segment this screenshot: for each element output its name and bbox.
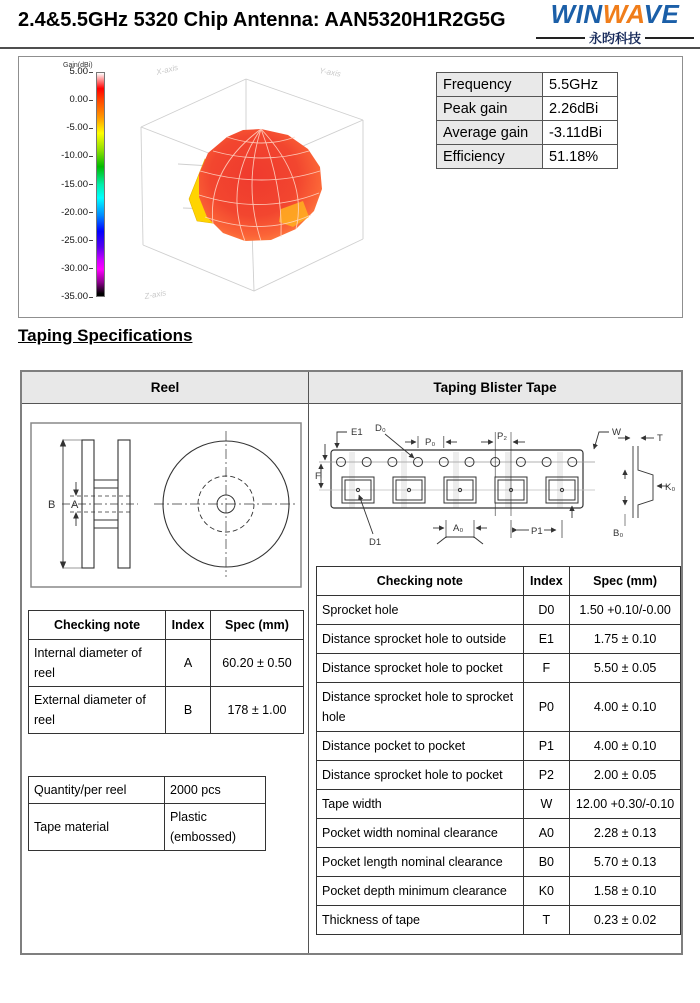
colorbar-gradient [96,72,105,297]
header-divider [0,47,700,49]
table-cell: 2.00 ± 0.05 [570,761,681,790]
taping-specifications-table [20,370,683,955]
table-cell: Pocket depth minimum clearance [317,877,524,906]
summary-table [436,72,618,169]
table-cell: 5.70 ± 0.13 [570,848,681,877]
table-cell: 1.75 ± 0.10 [570,625,681,654]
tick-label: -30.00 [61,263,93,275]
table-row [317,732,681,761]
table-row [437,73,618,97]
tape-drawing [313,418,681,552]
table-cell: B0 [523,848,570,877]
table-cell: 1.50 +0.10/-0.00 [570,596,681,625]
dim-k0-label: K₀ [665,482,676,493]
table-row [317,683,681,732]
column-header: Checking note [29,611,166,640]
table-cell: P1 [523,732,570,761]
z-axis-label: Z-axis [143,288,167,301]
table-row [437,97,618,121]
table-row [317,625,681,654]
y-axis-label: Y-axis [318,66,342,79]
radiation-3d-plot [123,59,433,317]
table-row [317,848,681,877]
table-cell: E1 [523,625,570,654]
blister-column-header: Taping Blister Tape [433,380,557,395]
tick-label: -20.00 [61,207,93,219]
table-header-row [29,611,304,640]
table-row [317,761,681,790]
table-cell: 2000 pcs [165,777,266,804]
table-cell: 178 ± 1.00 [211,687,304,734]
dim-e1-label: E1 [351,427,363,438]
table-row [437,121,618,145]
table-cell: T [523,906,570,935]
table-cell: Peak gain [437,97,543,121]
table-cell: 0.23 ± 0.02 [570,906,681,935]
table-cell: 60.20 ± 0.50 [211,640,304,687]
dim-d0-label: D₀ [375,423,386,434]
tick-label: -15.00 [61,179,93,191]
table-row [29,777,266,804]
table-cell: Quantity/per reel [29,777,165,804]
tick-label: 0.00 [70,94,94,106]
tick-label: -25.00 [61,235,93,247]
table-cell: B [166,687,211,734]
table-row [29,687,304,734]
table-cell: F [523,654,570,683]
table-cell: 5.50 ± 0.05 [570,654,681,683]
table-cell: 12.00 +0.30/-0.10 [570,790,681,819]
table-cell: Distance sprocket hole to pocket [317,654,524,683]
table-row [317,877,681,906]
column-header: Index [523,567,570,596]
radiation-pattern-panel [18,56,683,318]
dim-p0-label: P₀ [425,437,436,448]
logo-part-wa: WA [602,0,644,29]
table-row [29,640,304,687]
table-cell: Pocket width nominal clearance [317,819,524,848]
dim-a0-label: A₀ [453,523,464,534]
column-header: Spec (mm) [570,567,681,596]
reel-cell [22,404,309,953]
table-cell: Sprocket hole [317,596,524,625]
logo-part-ve: VE [643,0,680,29]
table-cell: 51.18% [543,145,618,169]
dim-f-label: F [315,471,321,482]
table-cell: D0 [523,596,570,625]
dim-p1-label: P1 [531,526,543,537]
logo-wordmark [536,1,694,27]
logo-subtitle: 永昀科技 [536,28,694,47]
blister-tape-cell [309,404,681,953]
dim-d1-label: D1 [369,537,382,548]
reel-info-table [28,776,266,851]
table-cell: Internal diameter of reel [29,640,166,687]
table-cell: Efficiency [437,145,543,169]
table-cell: Tape width [317,790,524,819]
table-cell: 5.5GHz [543,73,618,97]
table-cell: External diameter of reel [29,687,166,734]
table-cell: Distance pocket to pocket [317,732,524,761]
table-cell: Plastic (embossed) [165,804,266,851]
table-cell: 4.00 ± 0.10 [570,732,681,761]
x-axis-label: X-axis [155,62,180,77]
table-cell: A [166,640,211,687]
blister-spec-table [316,566,681,935]
table-row [437,145,618,169]
table-row [317,790,681,819]
table-row [317,596,681,625]
table-cell: -3.11dBi [543,121,618,145]
dim-b0-label: B₀ [613,528,624,539]
table-cell: Distance sprocket hole to outside [317,625,524,654]
table-cell: Average gain [437,121,543,145]
table-cell: Pocket length nominal clearance [317,848,524,877]
taping-table-header [22,372,681,404]
tick-label: -35.00 [61,291,93,303]
column-header: Index [166,611,211,640]
table-cell: K0 [523,877,570,906]
dim-p2-label: P₂ [497,431,508,442]
reel-dim-a-label: A [71,499,79,511]
reel-spec-table [28,610,304,734]
reel-dim-b-label: B [48,499,56,511]
table-cell: Frequency [437,73,543,97]
table-header-row [317,567,681,596]
table-cell: A0 [523,819,570,848]
reel-column-header: Reel [22,372,309,403]
table-cell: 2.26dBi [543,97,618,121]
table-cell: Tape material [29,804,165,851]
column-header: Checking note [317,567,524,596]
table-row [317,906,681,935]
logo-part-win: WIN [550,0,603,29]
colorbar-tick-labels [21,66,93,303]
page-title: 2.4&5.5GHz 5320 Chip Antenna: AAN5320H1R2G5G [18,9,506,31]
table-cell: Thickness of tape [317,906,524,935]
tick-label: 5.00 [70,66,94,78]
table-cell: W [523,790,570,819]
tick-label: -10.00 [61,150,93,162]
reel-drawing [30,422,302,588]
dim-w-label: W [612,427,621,438]
table-row [317,654,681,683]
winwave-logo [536,1,694,47]
section-title: Taping Specifications [18,326,193,345]
table-row [317,819,681,848]
table-cell: P0 [523,683,570,732]
table-cell: Distance sprocket hole to sprocket hole [317,683,524,732]
table-row [29,804,266,851]
dim-t-label: T [657,433,663,444]
table-cell: 2.28 ± 0.13 [570,819,681,848]
table-cell: P2 [523,761,570,790]
colorbar-title: Gain(dBi) [63,62,93,69]
tick-label: -5.00 [66,122,93,134]
column-header: Spec (mm) [211,611,304,640]
table-cell: 4.00 ± 0.10 [570,683,681,732]
table-cell: 1.58 ± 0.10 [570,877,681,906]
table-cell: Distance sprocket hole to pocket [317,761,524,790]
